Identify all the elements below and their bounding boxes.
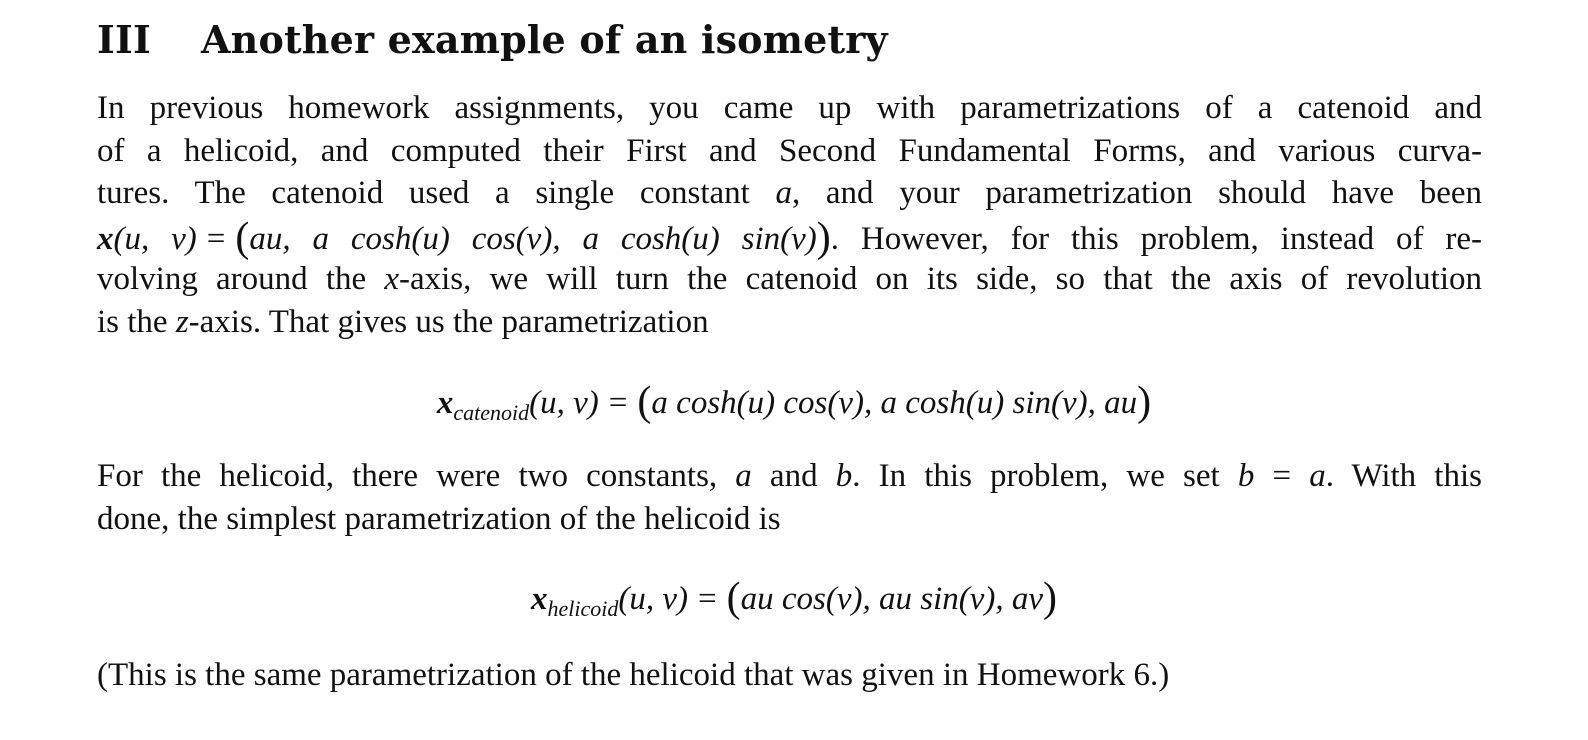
paragraph-1-line-5 (97, 259, 1482, 299)
section-title: Another example of an isometry (201, 17, 888, 62)
inline-parametrization-rhs: au, a cosh(u) cos(v), a cosh(u) sin(v) (249, 221, 817, 257)
section-number: III (97, 17, 151, 62)
open-paren: ( (235, 215, 250, 261)
vector-x-symbol: x (530, 581, 548, 617)
open-paren: ( (637, 379, 652, 425)
helicoid-equation (0, 574, 1588, 624)
math-arguments: (u, v) (618, 581, 688, 617)
math-constant-b: b (835, 458, 853, 494)
equals-sign: = (697, 581, 717, 617)
math-constant-a: a (735, 458, 752, 494)
vector-x-symbol: x (436, 385, 454, 421)
catenoid-subscript: catenoid (453, 400, 530, 425)
math-constant-b: b (1237, 458, 1255, 494)
vector-x-symbol: x (97, 221, 114, 257)
paragraph-1-line-6 (97, 302, 1482, 342)
equals-sign: = (1254, 458, 1310, 494)
paragraph-2-line-1 (97, 456, 1482, 496)
text-fragment: -axis. That gives us the parametrization (188, 304, 709, 340)
close-paren: ) (1137, 379, 1152, 425)
text-fragment: tures. The catenoid used a single constant (97, 175, 776, 211)
paragraph-1-line-2: of a helicoid, and computed their First and Second Fundamental Forms, and various curva- (97, 133, 1482, 169)
paragraph-3: (This is the same parametrization of the helicoid that was given in Homework 6.) (97, 657, 1170, 693)
open-paren: ( (726, 575, 741, 621)
paragraph-2-line-2: done, the simplest parametrization of the helicoid is (97, 501, 781, 537)
helicoid-subscript: helicoid (547, 596, 619, 621)
section-heading (97, 14, 888, 66)
math-constant-a: a (1309, 458, 1326, 494)
text-fragment: and (751, 458, 836, 494)
text-fragment: . In this problem, we set (852, 458, 1238, 494)
paragraph-1-line-3 (97, 173, 1482, 213)
text-fragment: . With this (1325, 458, 1482, 494)
math-arguments: (u, v) (529, 385, 599, 421)
math-arguments: (u, v) (113, 221, 197, 257)
math-variable-z: z (175, 304, 189, 340)
close-paren: ) (1043, 575, 1058, 621)
paragraph-1-line-1: In previous homework assignments, you came up with parametrizations of a catenoid and (97, 90, 1482, 126)
paragraph-1-line-4 (97, 216, 1482, 259)
catenoid-rhs: a cosh(u) cos(v), a cosh(u) sin(v), au (651, 385, 1138, 421)
math-variable-x: x (384, 261, 399, 297)
helicoid-rhs: au cos(v), au sin(v), av (740, 581, 1044, 617)
close-paren: ) (816, 215, 831, 261)
text-fragment: is the (97, 304, 176, 340)
catenoid-equation (0, 378, 1588, 428)
text-fragment: -axis, we will turn the catenoid on its side, so that the axis of revolution (399, 261, 1483, 297)
text-fragment: . However, for this problem, instead of re- (830, 221, 1482, 257)
text-fragment: , and your parametrization should have been (791, 175, 1482, 211)
text-fragment: volving around the (97, 261, 385, 297)
text-fragment: For the helicoid, there were two constants, (97, 458, 736, 494)
equals-sign: = (206, 221, 226, 257)
math-constant-a: a (775, 175, 792, 211)
equals-sign: = (608, 385, 628, 421)
